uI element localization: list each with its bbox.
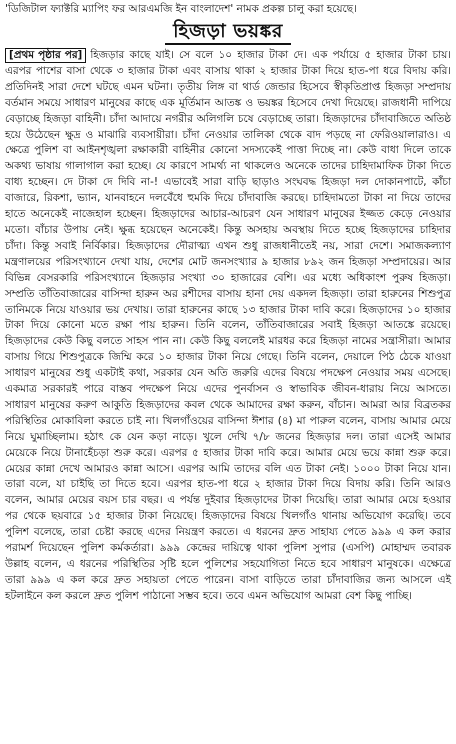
headline: হিজড়া ভয়ঙ্কর <box>165 19 291 45</box>
article-body-text: হিজড়ার কাছে যাই। সে বলে ১০ হাজার টাকা দে। এক পর্যায়ে ৫ হাজার টাকা চায়। এরপর পাশের বাসা থেকে ৩ হাজার টাকা এবং বাসায় থাকা ২ হাজার টাকা দিয়ে হাত-পা ধরে বিদায় করি। প্রতিদিনই সারা দেশে ঘটছে এমন ঘটনা। তৃতীয় লিঙ্গ বা থার্ড জেন্ডার হিসেবে স্বীকৃতিপ্রাপ্ত হিজড়া সম্প্রদায় বর্তমান সময়ে সাধারণ মানুষের কাছে এক মূর্তিমান আতঙ্ক ও ভয়ঙ্কর হিসেবে দেখা দিয়েছে। রাজধানী দাপিয়ে বেড়াচ্ছে হিজড়া বাহিনী। চাঁদা আদায়ে নগরীর অলিগলি চষে বেড়াচ্ছে তারা। হিজড়াদের চাঁদাবাজিতে অতিষ্ঠ হয়ে উঠেছেন ক্ষুদ্র ও মাঝারি ব্যবসায়ীরা। চাঁদা নেওয়ার তালিকা থেকে বাদ পড়ছে না ফেরিওয়ালারাও। এ ক্ষেত্রে পুলিশ বা আইনশৃঙ্খলা রক্ষাকারী বাহিনীর কোনো সদস্যকেই পাত্তা দিচ্ছে না। কেউ বাধা দিলে তাকে অকথ্য ভাষায় গালাগাল করা হচ্ছে। যে কারণে সামর্থ্য না থাকলেও অনেকে তাদের চাহিদামাফিক টাকা দিতে বাধ্য হচ্ছেন। দে টাকা দে দিবি না-! এভাবেই সারা বাড়ি ছাড়াও সংঘবদ্ধ হিজড়া দল দোকানপাটে, কাঁচা বাজারে, রিকশা, ভ্যান, যানবাহনে দলবেঁধে হুমকি দিয়ে চাঁদাবাজি করছে। চাহিদামতো টাকা না দিয়ে তাদের হাতে অনেকেই নাজেহাল হচ্ছেন। হিজড়াদের আচার-আচরণ যেন সাধারণ মানুষের ইজ্জত কেড়ে নেওয়ার মতো। বাঁচার উপায় নেই। ক্ষুব্ধ হয়েছেন অনেকেই। কিন্তু অসহায় অবস্থায় দিতে হচ্ছে হিজড়াদের চাহিদার চাঁদা। কিন্তু সবাই নির্বিকার। হিজড়াদের দৌরাত্ম্য এখন শুধু রাজধানীতেই নয়, সারা দেশে। সমাজকল্যাণ মন্ত্রণালয়ের পরিসংখ্যানে দেখা যায়, দেশের মোট জনসংখ্যার ৯ হাজার ৮৯২ জন হিজড়া সম্প্রদায়ের। আর বিভিন্ন বেসরকারি পরিসংখ্যানে হিজড়ার সংখ্যা ৩০ হাজারের বেশি। এর মধ্যে অধিকাংশ পুরুষ হিজড়া। সম্প্রতি তাঁতিবাজারের বাসিন্দা হারুন অর রশীদের বাসায় হানা দেয় একদল হিজড়া। তারা হারুনের শিশুপুত্র তানিমকে নিয়ে যাওয়ার ভয় দেখায়। তারা হারুনের কাছে ১৩ হাজার টাকা দাবি করে। হিজড়াদের ১০ হাজার টাকা দিয়ে কোনো মতে রক্ষা পায় হারুন। তিনি বলেন, তাঁতিবাজারের সবাই হিজড়া আতঙ্কে রয়েছে। হিজড়াদের কেউ কিছু বলতে সাহস পান না। কেউ কিছু বললেই মারধর করে হিজড়া নামের সন্ত্রাসীরা। আমার বাসায় গিয়ে শিশুপুত্রকে জিম্মি করে ১০ হাজার টাকা নিয়ে গেছে। তিনি বলেন, দেয়ালে পিঠ ঠেকে যাওয়া সাধারণ মানুষের শুধু একটাই কথা, সরকার যেন অতি জরুরি এদের বিষয়ে পদক্ষেপ নেওয়ার সময় এসেছে। একমাত্র সরকারই পারে বাস্তব পদক্ষেপ নিয়ে এদের পুনর্বাসন ও স্বাভাবিক জীবন-ধারায় নিয়ে আসতে। সাধারণ মানুষের করুণ আকুতি হিজড়াদের কবল থেকে আমাদের রক্ষা করুন, বাঁচান। আমরা আর বিব্রতকর পরিস্থিতির মোকাবিলা করতে চাই না। খিলগাঁওয়ের বাসিন্দা ঈশার (৪) মা পারুল বলেন, বাসায় আমার মেয়ে নিয়ে ঘুমাচ্ছিলাম। হঠাৎ কে যেন কড়া নাড়ে। খুলে দেখি ৭/৮ জনের হিজড়ার দল। তারা এসেই আমার মেয়েকে নিয়ে টানাহেঁচড়া শুরু করে। এরপর ৫ হাজার টাকা দাবি করে। আমার মেয়ে ভয়ে কান্না শুরু করে। মেয়ের কান্না দেখে আমারও কান্না আসে। এরপর আমি তাদের বলি এত টাকা নেই। ১০০০ টাকা নিয়ে যান। তারা বলে, যা চাইছি তা দিতে হবে। এরপর হাত-পা ধরে ২ হাজার টাকা দিয়ে বিদায় করি। তিনি আরও বলেন, আমার মেয়ের বয়স চার বছর। এ পর্যন্ত দুইবার হিজড়াদের টাকা দিয়েছি। তারা আমার মেয়ে হওয়ার পর থেকে ছয়বারে ১৫ হাজার টাকা নিয়েছে। হিজড়াদের বিষয়ে খিলগাঁও থানায় অভিযোগ করেছি। তবে পুলিশ বলেছে, তারা চেষ্টা করছে এদের নিয়ন্ত্রণ করতে। এ ধরনের দ্রুত সাহায্য পেতে ৯৯৯ এ কল করার পরামর্শ দিয়েছেন পুলিশ কর্মকর্তারা। ৯৯৯ কেন্দ্রের দায়িত্বে থাকা পুলিশ সুপার (এসপি) মোহাম্মদ তবারক উল্লাহ বলেন, এ ধরনের পরিস্থিতির সৃষ্টি হলে পুলিশের সহযোগিতা নিতে হবে সাধারণ মানুষকে। এক্ষেত্রে তারা ৯৯৯ এ কল করে দ্রুত সহায়তা পেতে পারেন। বাসা বাড়িতে তারা চাঁদাবাজির জন্য আসলে এই হটলাইনে কল করলে দ্রুত পুলিশ পাঠানো সম্ভব হবে। তবে এমন অভিযোগ আমরা বেশ কিছু পাচ্ছি। <box>5 49 451 602</box>
intro-line: 'ডিজিটাল ফ্যাক্টরি ম্যাপিং ফর আরএমজি ইন বাংলাদেশ' নামক প্রকল্প চালু করা হয়েছে। <box>5 3 357 15</box>
article-body <box>5 48 451 605</box>
continued-from-front-page-tag: [প্রথম পৃষ্ঠার পর] <box>5 48 86 63</box>
headline-container <box>5 19 451 45</box>
